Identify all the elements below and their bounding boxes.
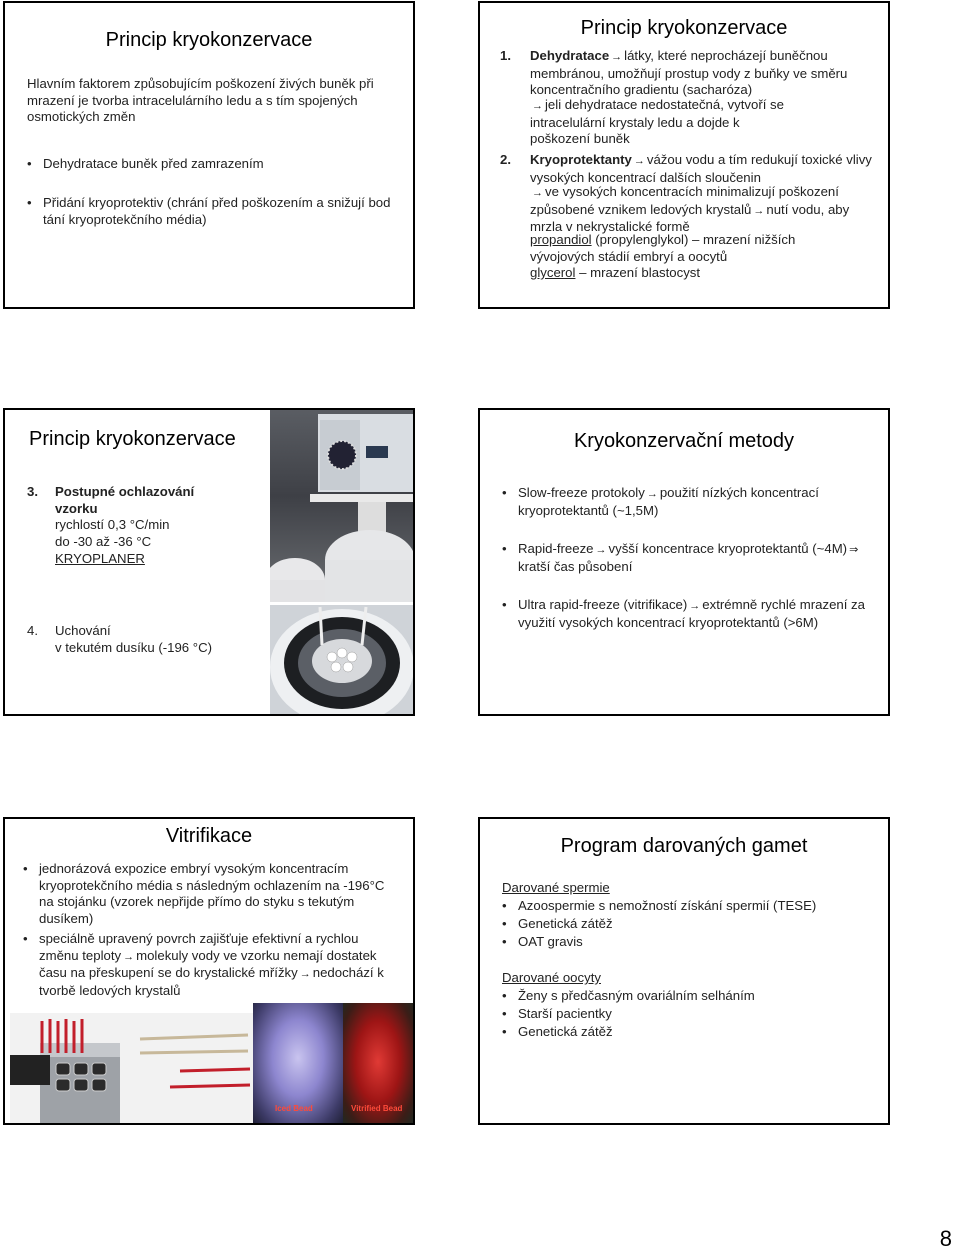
item-subtext-2: nutí vodu, aby mrzla v nekrystalické formě — [530, 201, 850, 234]
item-heading: Dehydratace — [530, 48, 610, 63]
arrow-right-icon: → — [646, 488, 658, 500]
item-number: 1. — [500, 48, 511, 63]
slide-title: Program darovaných gamet — [560, 835, 808, 857]
bullet-item: • Azoospermie s nemožností získání spermií (TESE) — [502, 898, 817, 913]
item-text: látky, které neprocházejí buněčnou membránou, umožňují prostup vody z buňky ve směru koncentračního gradientu (sacharóza) — [530, 48, 848, 97]
term-glycerol-desc: – mrazení blastocyst — [579, 265, 701, 280]
term-propandiol-desc: (propylenglykol) – mrazení nižších vývojových stádií embryí a oocytů — [530, 232, 796, 264]
bullet-item: • Genetická zátěž — [502, 1024, 613, 1039]
bullet-item: • Genetická zátěž — [502, 916, 613, 931]
slide-5 — [3, 817, 415, 1125]
term-propandiol: propandiol — [530, 232, 592, 247]
arrow-right-icon: → — [299, 968, 311, 980]
page-number: 8 — [939, 1226, 952, 1251]
arrow-right-icon: → — [123, 950, 135, 963]
bullet-item: • Dehydratace buněk před zamrazením — [27, 156, 264, 171]
item-subtext: jeli dehydratace nedostatečná, vytvoří se intracelulární krystaly ledu a dojde k poškození buněk — [530, 97, 784, 146]
bullet-item: • Ženy s předčasným ovariálním selháním — [502, 988, 755, 1003]
arrow-right-icon: → — [689, 600, 701, 612]
item-subtext: ve vysokých koncentracích minimalizují poškození způsobené vznikem ledových krystalů — [530, 184, 839, 217]
iced-bead-photo — [253, 1003, 343, 1125]
item-number: 4. — [27, 623, 38, 638]
item-line: rychlostí 0,3 °C/min — [55, 517, 170, 532]
double-arrow-right-icon: ⇒ — [849, 544, 859, 556]
bullet-item: • OAT gravis — [502, 934, 583, 949]
arrow-right-icon: → — [633, 155, 645, 167]
slide-title: Princip kryokonzervace — [29, 428, 236, 450]
kryoplaner-photo — [270, 410, 415, 602]
item-line: v tekutém dusíku (-196 °C) — [55, 640, 212, 655]
arrow-right-icon: → — [753, 204, 765, 217]
iced-bead-caption: Iced Bead — [275, 1104, 313, 1113]
item-line: KRYOPLANER — [55, 551, 145, 566]
bullet-item: • Ultra rapid-freeze (vitrifikace) → extrémně rychlé mrazení za využití vysokých koncentrací kryoprotektantů (>6M) — [502, 597, 865, 630]
bullet-item: • speciálně upravený povrch zajišťuje efektivní a rychlou změnu teploty → molekuly vody ve vzorku nemají dostatek času na přeskupení se do krystalické mřížky → nedochází k tvorbě ledových krystalů — [23, 931, 384, 998]
bullet-item: • Starší pacientky — [502, 1006, 612, 1021]
arrow-right-icon: → — [532, 187, 543, 199]
slide-title: Princip kryokonzervace — [580, 17, 788, 39]
item-text: vážou vodu a tím redukují toxické vlivy vysokých koncentrací dalších sloučenin — [530, 152, 872, 185]
bullet-item: • Slow-freeze protokoly → použití nízkých koncentrací kryoprotektantů (~1,5M) — [502, 485, 819, 518]
bullet-item: • Přidání kryoprotektiv (chrání před poškozením a snižují bod tání kryoprotekčního média) — [27, 195, 391, 227]
item-heading: Kryoprotektanty — [530, 152, 632, 167]
slide-1 — [3, 1, 415, 309]
vitrification-rack-photo — [10, 1013, 253, 1125]
slide-2 — [478, 1, 890, 309]
vitrified-bead-photo — [343, 1003, 413, 1125]
item-line: do -30 až -36 °C — [55, 534, 152, 549]
intro-text: Hlavním faktorem způsobujícím poškození živých buněk při mrazení je tvorba intracelulárního ledu a s tím spojených osmotických změn — [27, 76, 374, 124]
arrow-right-icon: → — [611, 51, 623, 63]
section-heading: Darované oocyty — [502, 970, 601, 985]
vitrified-bead-caption: Vitrified Bead — [351, 1104, 403, 1113]
item-number: 3. — [27, 484, 38, 499]
arrow-right-icon: → — [532, 100, 543, 112]
term-glycerol: glycerol — [530, 265, 576, 280]
slide-6 — [478, 817, 890, 1125]
item-number: 2. — [500, 152, 511, 167]
slide-title: Kryokonzervační metody — [573, 430, 795, 452]
slide-4 — [478, 408, 890, 716]
bullet-item: • jednorázová expozice embryí vysokým koncentracím kryoprotekčního média s následným ochlazením na -196°C na stojánku (vzorek nepřijde přímo do styku s tekutým dusíkem) — [23, 861, 385, 926]
dewar-photo — [270, 605, 415, 715]
slide-title: Princip kryokonzervace — [105, 29, 313, 51]
item-heading: Postupné ochlazování vzorku — [55, 484, 195, 516]
slide-title: Vitrifikace — [165, 825, 253, 847]
bullet-item: • Rapid-freeze → vyšší koncentrace kryoprotektantů (~4M) ⇒kratší čas působení — [502, 541, 859, 574]
section-heading: Darované spermie — [502, 880, 610, 895]
item-line: Uchování — [55, 623, 111, 638]
arrow-right-icon: → — [595, 544, 607, 556]
slide-3 — [3, 408, 415, 716]
